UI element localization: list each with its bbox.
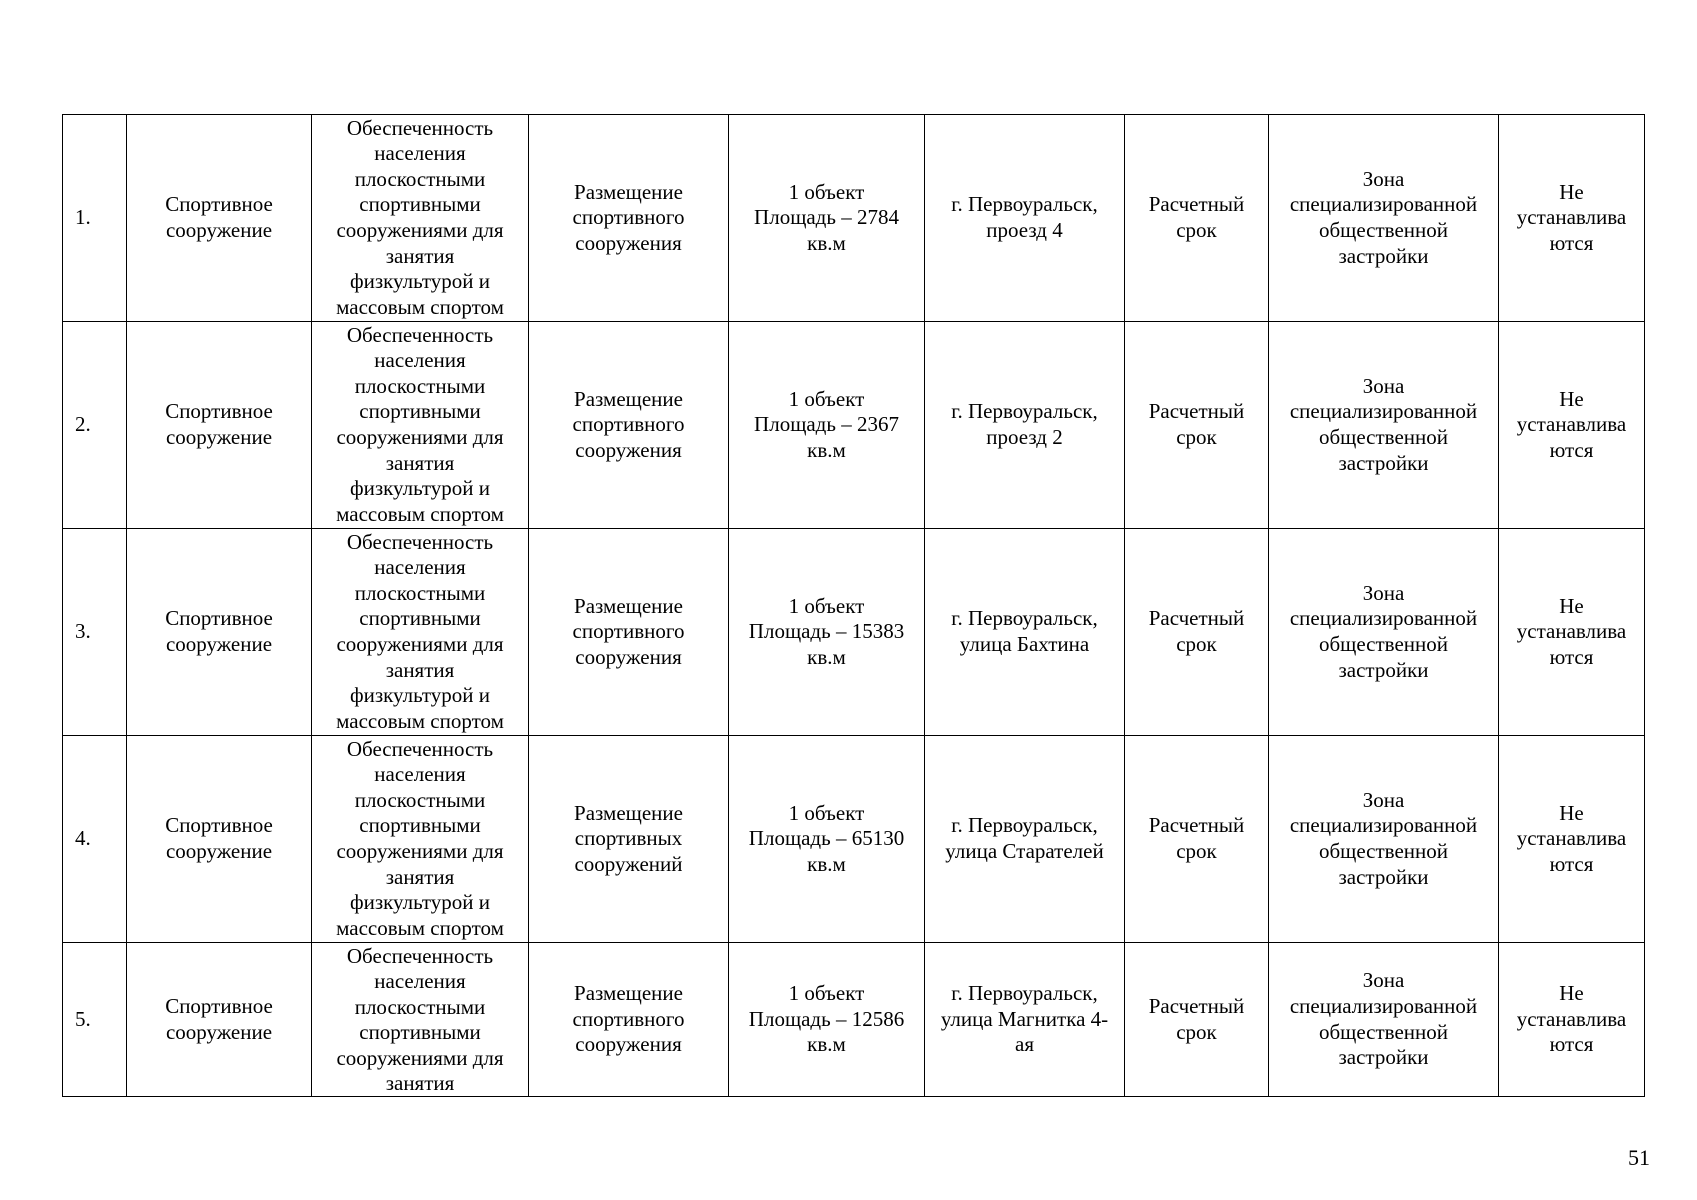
- purpose: Размещение спортивного сооружения: [529, 943, 729, 1097]
- need-text: Обеспеченность населения плоскостными спортивными сооружениями для занятия физкультурой и массовым спортом: [336, 115, 504, 319]
- row-number: 3.: [63, 529, 127, 736]
- need-justification: [312, 943, 529, 1097]
- object-name: Спортивное сооружение: [127, 322, 312, 529]
- location: г. Первоуральск, улица Старателей: [925, 736, 1125, 943]
- term: Расчетный срок: [1125, 115, 1269, 322]
- parameters: 1 объект Площадь – 2784 кв.м: [729, 115, 925, 322]
- row-number: 4.: [63, 736, 127, 943]
- need-justification: [312, 529, 529, 736]
- term: Расчетный срок: [1125, 322, 1269, 529]
- term: Расчетный срок: [1125, 736, 1269, 943]
- term: Расчетный срок: [1125, 529, 1269, 736]
- facilities-table: [62, 114, 1645, 1097]
- location: г. Первоуральск, проезд 2: [925, 322, 1125, 529]
- parameters: 1 объект Площадь – 2367 кв.м: [729, 322, 925, 529]
- need-text: Обеспеченность населения плоскостными спортивными сооружениями для занятия физкультурой и массовым спортом: [336, 529, 504, 733]
- row-number: 5.: [63, 943, 127, 1097]
- zone: Зона специализированной общественной застройки: [1269, 115, 1499, 322]
- table-row: [63, 115, 1645, 322]
- restrictions: Не устанавлива ются: [1499, 943, 1645, 1097]
- parameters: 1 объект Площадь – 12586 кв.м: [729, 943, 925, 1097]
- zone: Зона специализированной общественной застройки: [1269, 943, 1499, 1097]
- restrictions: Не устанавлива ются: [1499, 115, 1645, 322]
- restrictions: Не устанавлива ются: [1499, 322, 1645, 529]
- purpose: Размещение спортивных сооружений: [529, 736, 729, 943]
- purpose: Размещение спортивного сооружения: [529, 529, 729, 736]
- restrictions: Не устанавлива ются: [1499, 736, 1645, 943]
- object-name: Спортивное сооружение: [127, 529, 312, 736]
- purpose: Размещение спортивного сооружения: [529, 115, 729, 322]
- table-row: [63, 529, 1645, 736]
- need-text: Обеспеченность населения плоскостными спортивными сооружениями для занятия физкультурой и массовым спортом: [336, 736, 504, 940]
- object-name: Спортивное сооружение: [127, 115, 312, 322]
- page-number: 51: [1628, 1145, 1650, 1170]
- term: Расчетный срок: [1125, 943, 1269, 1097]
- zone: Зона специализированной общественной застройки: [1269, 529, 1499, 736]
- location: г. Первоуральск, улица Магнитка 4- ая: [925, 943, 1125, 1097]
- object-name: Спортивное сооружение: [127, 943, 312, 1097]
- purpose: Размещение спортивного сооружения: [529, 322, 729, 529]
- restrictions: Не устанавлива ются: [1499, 529, 1645, 736]
- need-justification: [312, 736, 529, 943]
- location: г. Первоуральск, проезд 4: [925, 115, 1125, 322]
- table-row: [63, 736, 1645, 943]
- table-row: [63, 322, 1645, 529]
- row-number: 2.: [63, 322, 127, 529]
- need-text: Обеспеченность населения плоскостными спортивными сооружениями для занятия: [336, 943, 504, 1096]
- table-row: [63, 943, 1645, 1097]
- parameters: 1 объект Площадь – 15383 кв.м: [729, 529, 925, 736]
- need-justification: [312, 322, 529, 529]
- need-text: Обеспеченность населения плоскостными спортивными сооружениями для занятия физкультурой и массовым спортом: [336, 322, 504, 526]
- zone: Зона специализированной общественной застройки: [1269, 736, 1499, 943]
- row-number: 1.: [63, 115, 127, 322]
- zone: Зона специализированной общественной застройки: [1269, 322, 1499, 529]
- location: г. Первоуральск, улица Бахтина: [925, 529, 1125, 736]
- need-justification: [312, 115, 529, 322]
- object-name: Спортивное сооружение: [127, 736, 312, 943]
- parameters: 1 объект Площадь – 65130 кв.м: [729, 736, 925, 943]
